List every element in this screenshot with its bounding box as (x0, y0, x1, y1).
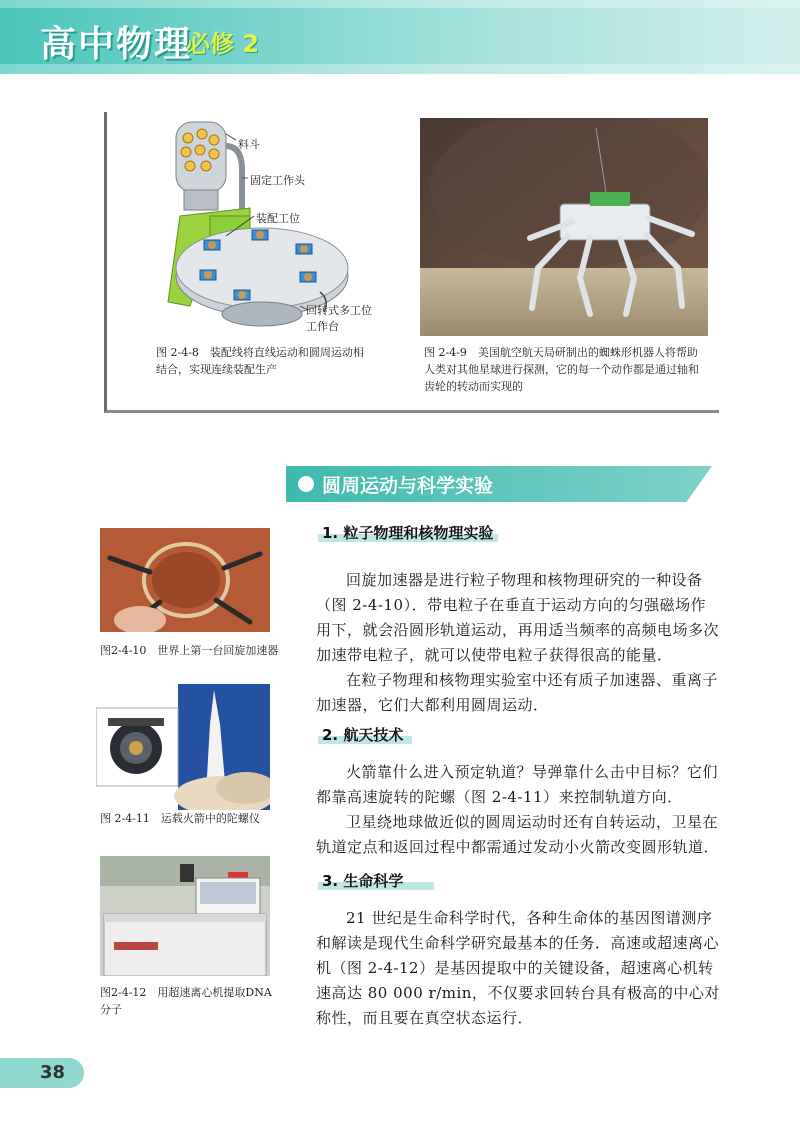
centrifuge-photo (100, 856, 270, 976)
paragraph-2-2: 卫星绕地球做近似的圆周运动时还有自转运动，卫星在轨道定点和返回过程中都需通过发动小火箭改变圆形轨道． (316, 813, 720, 856)
cyclotron-photo (100, 528, 270, 632)
figure-2-4-12-caption-line1: 图2-4-12 用超速离心机提取DNA (100, 986, 272, 999)
subheading-1: 1. 粒子物理和核物理实验 (322, 524, 494, 542)
subheading-3: 3. 生命科学 (322, 872, 404, 890)
spider-robot-photo (420, 118, 708, 336)
page-number: 38 (40, 1062, 66, 1083)
paragraph-1-2: 在粒子物理和核物理实验室中还有质子加速器、重离子加速器，它们大都利用圆周运动． (316, 671, 719, 714)
rocket-gyroscope-photo (96, 684, 270, 810)
label-assembly-station: 装配工位 (256, 212, 300, 225)
book-title: 高中物理 (40, 24, 193, 65)
subheading-2: 2. 航天技术 (322, 726, 404, 744)
section-bullet-icon (298, 476, 314, 492)
label-fixed-head: 固定工作头 (250, 174, 305, 187)
label-hopper: 料斗 (238, 138, 260, 151)
figure-2-4-8-caption-line1: 图 2-4-8 装配线将直线运动和圆周运动相 (156, 346, 364, 359)
paragraph-1-1: 回旋加速器是进行粒子物理和核物理研究的一种设备（图 2-4-10）．带电粒子在垂直于运动方向的匀强磁场作用下，就会沿圆形轨道运动，再用适当频率的高频电场多次加速带电粒子，就可以使带电粒子获得很高的能量． (316, 571, 720, 664)
book-volume: 必修 2 (186, 30, 260, 58)
paragraph-3-1: 21 世纪是生命科学时代，各种生命体的基因图谱测序和解读是现代生命科学研究最基本的任务．高速或超速离心机（图 2-4-12）是基因提取中的关键设备，超速离心机转速高达 80 000 r/min，不仅要求回转台具有极高的中心对称性，而且要在真空状态运行． (316, 909, 720, 1027)
paragraph-2-1: 火箭靠什么进入预定轨道？导弹靠什么击中目标？它们都靠高速旋转的陀螺（图 2-4-11）来控制轨道方向． (316, 763, 719, 806)
figure-2-4-12-caption-line2: 分子 (100, 1003, 122, 1016)
figure-2-4-10-caption: 图2-4-10 世界上第一台回旋加速器 (100, 644, 279, 657)
label-worktable: 工作台 (306, 320, 339, 333)
section-title: 圆周运动与科学实验 (322, 475, 494, 497)
figure-2-4-9-caption-line2: 人类对其他星球进行探测，它的每一个动作都是通过轴和 (424, 363, 699, 376)
figure-2-4-8-caption-line2: 结合，实现连续装配生产 (156, 363, 277, 376)
figure-2-4-9-caption-line3: 齿轮的转动而实现的 (424, 380, 523, 393)
label-rotary: 回转式多工位 (306, 304, 372, 317)
page-number-tab (0, 1058, 84, 1088)
figure-2-4-11-caption: 图 2-4-11 运载火箭中的陀螺仪 (100, 812, 260, 825)
figure-2-4-9-caption-line1: 图 2-4-9 美国航空航天局研制出的蜘蛛形机器人将帮助 (424, 346, 698, 359)
